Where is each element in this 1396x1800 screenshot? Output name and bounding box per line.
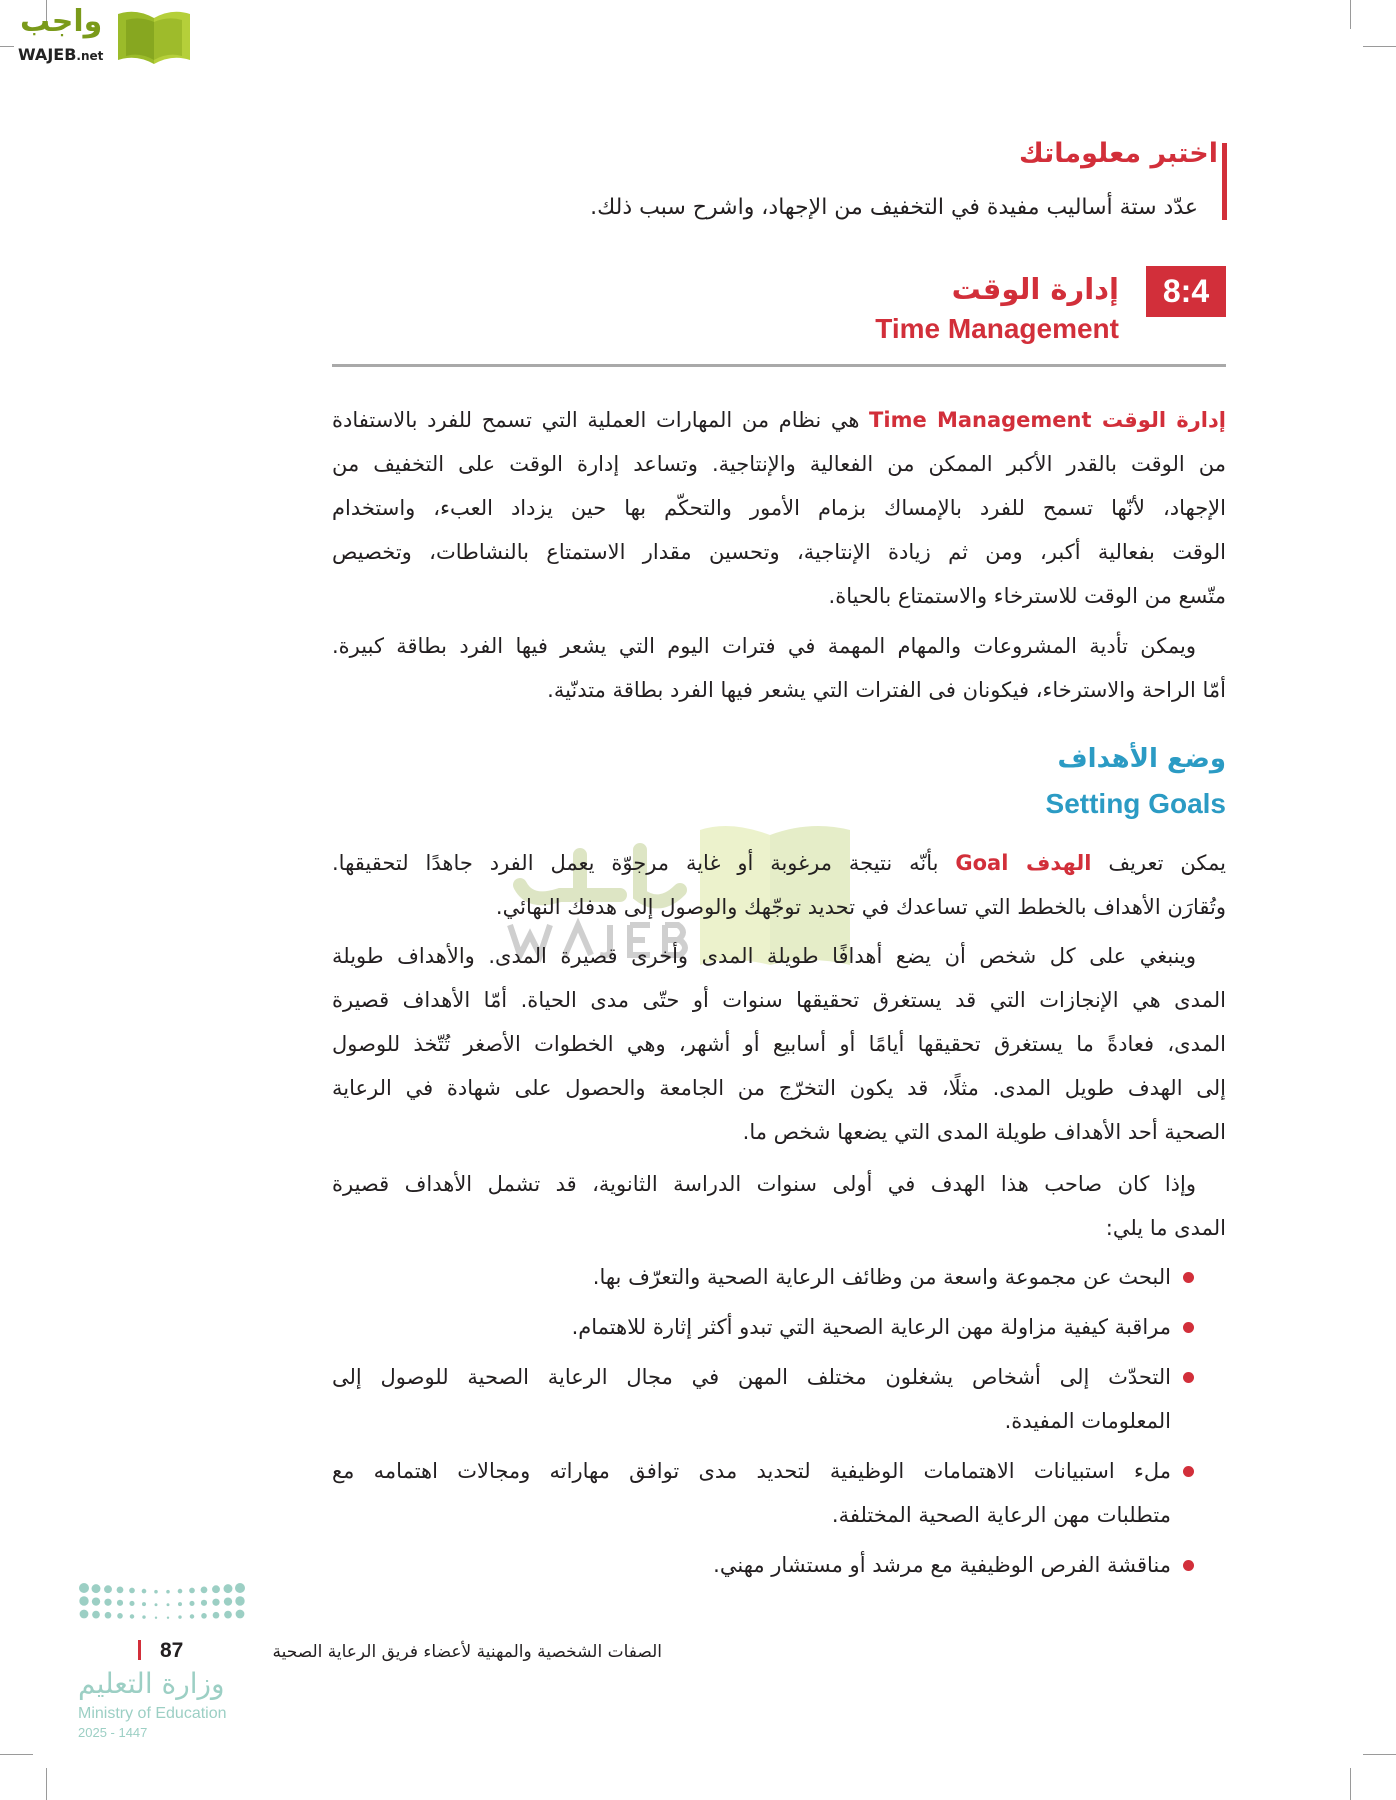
logo-dot [129, 1601, 134, 1606]
logo-dot [92, 1597, 100, 1605]
text-line: متطلبات مهن الرعاية الصحية المختلفة. [831, 1503, 1171, 1527]
text-line: مراقبة كيفية مزاولة مهن الرعاية الصحية التي تبدو أكثر إثارة للاهتمام. [571, 1315, 1171, 1339]
list-item [332, 1449, 1226, 1537]
text-line: المدى، فعادةً ما يستغرق تحقيقها أيامًا أو أسابيع أو أشهر، وهي الخطوات الأصغر تُتّخذ للوصول [332, 1032, 1226, 1056]
logo-dot [117, 1586, 124, 1593]
text-line: ويمكن تأدية المشروعات والمهام المهمة في فترات اليوم التي يشعر فيها الفرد بطاقة كبيرة. [332, 634, 1196, 658]
logo-dot [236, 1610, 245, 1619]
logo-dot [154, 1590, 158, 1594]
text-line: الوقت بفعالية أكبر، ومن ثم زيادة الإنتاجية، وتحسين مقدار الاستمتاع بالنشاطات، وتخصيص [332, 540, 1226, 564]
logo-dot [142, 1589, 147, 1594]
logo-dot [201, 1600, 207, 1606]
list-item [332, 1543, 1226, 1587]
wajeb-logo[interactable] [8, 4, 193, 66]
crop-mark [1350, 0, 1351, 29]
logo-dot [130, 1614, 134, 1618]
list-item [332, 1255, 1226, 1299]
logo-tld: .net [76, 49, 104, 63]
logo-dot [178, 1589, 183, 1594]
text-line [332, 398, 1226, 442]
logo-dot [167, 1603, 170, 1606]
logo-brand: WAJEB [18, 45, 77, 64]
logo-dot [117, 1613, 123, 1619]
quiz-accent-bar [1222, 143, 1227, 220]
logo-dot [80, 1610, 89, 1619]
quiz-title: اختبر معلوماتك [1019, 138, 1218, 169]
text-line: وينبغي على كل شخص أن يضع أهدافًا طويلة المدى وأخرى قصيرة المدى. والأهداف طويلة [332, 944, 1196, 968]
subsection-title-ar: وضع الأهداف [1057, 744, 1226, 774]
bullet-icon [1183, 1560, 1194, 1571]
crop-mark [1363, 1754, 1396, 1755]
logo-dot [212, 1599, 219, 1606]
text-line: من الوقت بالقدر الأكبر الممكن من الفعالية والإنتاجية. وتساعد إدارة الوقت على التخفيف من [332, 452, 1226, 476]
text-line: وتُقارَن الأهداف بالخطط التي تساعدك في تحديد توجّهك والوصول إلى هدفك النهائي. [495, 895, 1226, 919]
crop-mark [46, 1768, 47, 1800]
text-line: التحدّث إلى أشخاص يشغلون مختلف المهن في مجال الرعاية الصحية للوصول إلى [332, 1365, 1171, 1389]
logo-dot [201, 1613, 207, 1619]
logo-dot [178, 1615, 181, 1618]
logo-dot [189, 1588, 195, 1594]
paragraph-goal-definition [332, 841, 1226, 929]
book-icon [114, 8, 194, 66]
edition-year: 2025 - 1447 [78, 1725, 148, 1740]
logo-dot [224, 1584, 233, 1593]
section-number: 8:4 [1146, 266, 1226, 317]
logo-dot [104, 1599, 111, 1606]
ministry-name-ar: وزارة التعليم [78, 1667, 225, 1700]
quiz-question: عدّد ستة أساليب مفيدة في التخفيف من الإجهاد، واشرح سبب ذلك. [590, 195, 1198, 220]
text-span: هي نظام من المهارات العملية التي تسمح للفرد بالاستفادة [332, 408, 860, 432]
paragraph-time-management [332, 398, 1226, 618]
logo-dot [142, 1602, 146, 1606]
text-line: الإجهاد، لأنّها تسمح للفرد بالإمساك بزمام الأمور والتحكّم بها حين يزداد العبء، واستخدام [332, 496, 1226, 520]
subsection-title-en: Setting Goals [1045, 788, 1226, 819]
section-divider [332, 364, 1226, 367]
text-line: أمّا الراحة والاسترخاء، فيكونان فى الفترات التي يشعر فيها الفرد بطاقة متدنّية. [547, 678, 1226, 702]
logo-dot [105, 1612, 112, 1619]
text-line: المعلومات المفيدة. [1004, 1409, 1171, 1433]
logo-dot [178, 1602, 182, 1606]
logo-text-en [18, 46, 103, 65]
chapter-title: الصفات الشخصية والمهنية لأعضاء فريق الرعاية الصحية [272, 1642, 662, 1662]
paragraph-goal-types [332, 934, 1226, 1154]
logo-dot [224, 1611, 232, 1619]
text-line: المدى ما يلي: [1105, 1216, 1226, 1240]
logo-dot [213, 1612, 220, 1619]
crop-mark [0, 1754, 33, 1755]
logo-dot [142, 1615, 145, 1618]
logo-dot [235, 1583, 245, 1593]
text-line: المدى هي الإنجازات التي قد يستغرق تحقيقها سنوات أو حتّى مدى الحياة. أمّا الأهداف قصيرة [332, 988, 1226, 1012]
logo-dot [201, 1586, 208, 1593]
logo-dot [79, 1583, 89, 1593]
text-span: يمكن تعريف [1108, 851, 1226, 875]
logo-dot [167, 1616, 169, 1618]
logo-dot [129, 1588, 135, 1594]
list-item [332, 1305, 1226, 1349]
bullet-icon [1183, 1372, 1194, 1383]
term-time-management: إدارة الوقت Time Management [869, 408, 1226, 432]
ministry-name-en: Ministry of Education [78, 1705, 227, 1722]
logo-dot [104, 1585, 112, 1593]
bullet-icon [1183, 1272, 1194, 1283]
text-line: الصحية أحد الأهداف طويلة المدى التي يضعها شخص ما. [742, 1120, 1226, 1144]
logo-dot [235, 1596, 244, 1605]
text-line: متّسع من الوقت للاسترخاء والاستمتاع بالحياة. [828, 584, 1226, 608]
page-number: 87 [160, 1639, 184, 1662]
logo-dot [92, 1584, 101, 1593]
logo-dot [155, 1616, 157, 1618]
paragraph-energy [332, 624, 1226, 712]
bullet-icon [1183, 1322, 1194, 1333]
text-line: مناقشة الفرص الوظيفية مع مرشد أو مستشار مهني. [713, 1553, 1171, 1577]
list-item [332, 1355, 1226, 1443]
short-term-goals-list [332, 1255, 1226, 1593]
logo-dot [92, 1611, 100, 1619]
page-number-accent [138, 1640, 141, 1660]
logo-text-ar: واجب [20, 4, 103, 39]
logo-dot [166, 1590, 170, 1594]
logo-dot [212, 1585, 220, 1593]
ministry-logo-dots [78, 1582, 248, 1632]
logo-dot [190, 1614, 194, 1618]
text-line: إلى الهدف طويل المدى. مثلًا، قد يكون التخرّج من الجامعة والحصول على شهادة في الرعاية [332, 1076, 1226, 1100]
text-line: البحث عن مجموعة واسعة من وظائف الرعاية الصحية والتعرّف بها. [592, 1265, 1171, 1289]
logo-dot [117, 1600, 123, 1606]
bullet-icon [1183, 1466, 1194, 1477]
logo-dot [189, 1601, 194, 1606]
logo-dot [79, 1596, 88, 1605]
logo-dot [155, 1603, 158, 1606]
section-title-en: Time Management [875, 313, 1119, 344]
section-title-ar: إدارة الوقت [951, 272, 1119, 306]
paragraph-short-term [332, 1162, 1226, 1250]
crop-mark [1363, 46, 1396, 47]
text-span: بأنّه نتيجة مرغوبة أو غاية مرجوّة يعمل الفرد جاهدًا لتحقيقها. [332, 851, 939, 875]
crop-mark [1350, 1768, 1351, 1800]
text-line: ملء استبيانات الاهتمامات الوظيفية لتحديد مدى توافق مهاراته ومجالات اهتمامه مع [332, 1459, 1171, 1483]
text-line: وإذا كان صاحب هذا الهدف في أولى سنوات الدراسة الثانوية، قد تشمل الأهداف قصيرة [332, 1172, 1196, 1196]
logo-dot [224, 1597, 232, 1605]
term-goal: الهدف Goal [955, 851, 1092, 875]
text-line [332, 841, 1226, 885]
